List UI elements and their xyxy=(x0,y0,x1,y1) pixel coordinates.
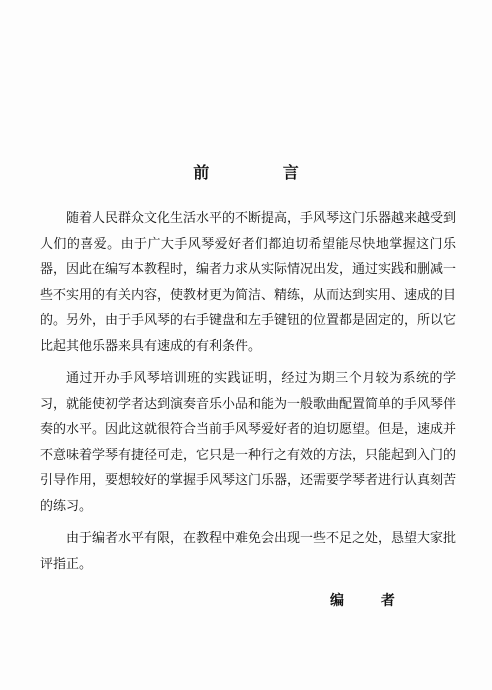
preface-body xyxy=(40,206,456,584)
author-signature: 编 者 xyxy=(330,593,411,609)
paragraph-3: 由于编者水平有限，在教程中难免会出现一些不足之处，恳望大家批评指正。 xyxy=(40,531,457,572)
page-title: 前 言 xyxy=(193,163,333,182)
paragraph-2: 通过开办手风琴培训班的实践证明，经过为期三个月较为系统的学习，就能使初学者达到演奏音乐小品和能为一般歌曲配置简单的手风琴伴奏的水平。因此这就很符合当前手风琴爱好者的迫切愿望。但是，速成并不意味着学琴有捷径可走，它只是一种行之有效的方法，只能起到入门的引导作用，要想较好的掌握手风琴这门乐器，还需要学琴者进行认真刻苦的练习。 xyxy=(40,371,457,514)
paragraph-1: 随着人民群众文化生活水平的不断提高，手风琴这门乐器越来越受到人们的喜爱。由于广大手风琴爱好者们都迫切希望能尽快地掌握这门乐器，因此在编写本教程时，编者力求从实际情况出发，通过实践和删减一些不实用的有关内容，使教材更为简洁、精练，从而达到实用、速成的目的。另外，由于手风琴的右手键盘和左手键钮的位置都是固定的，所以它比起其他乐器来具有速成的有利条件。 xyxy=(40,211,457,354)
